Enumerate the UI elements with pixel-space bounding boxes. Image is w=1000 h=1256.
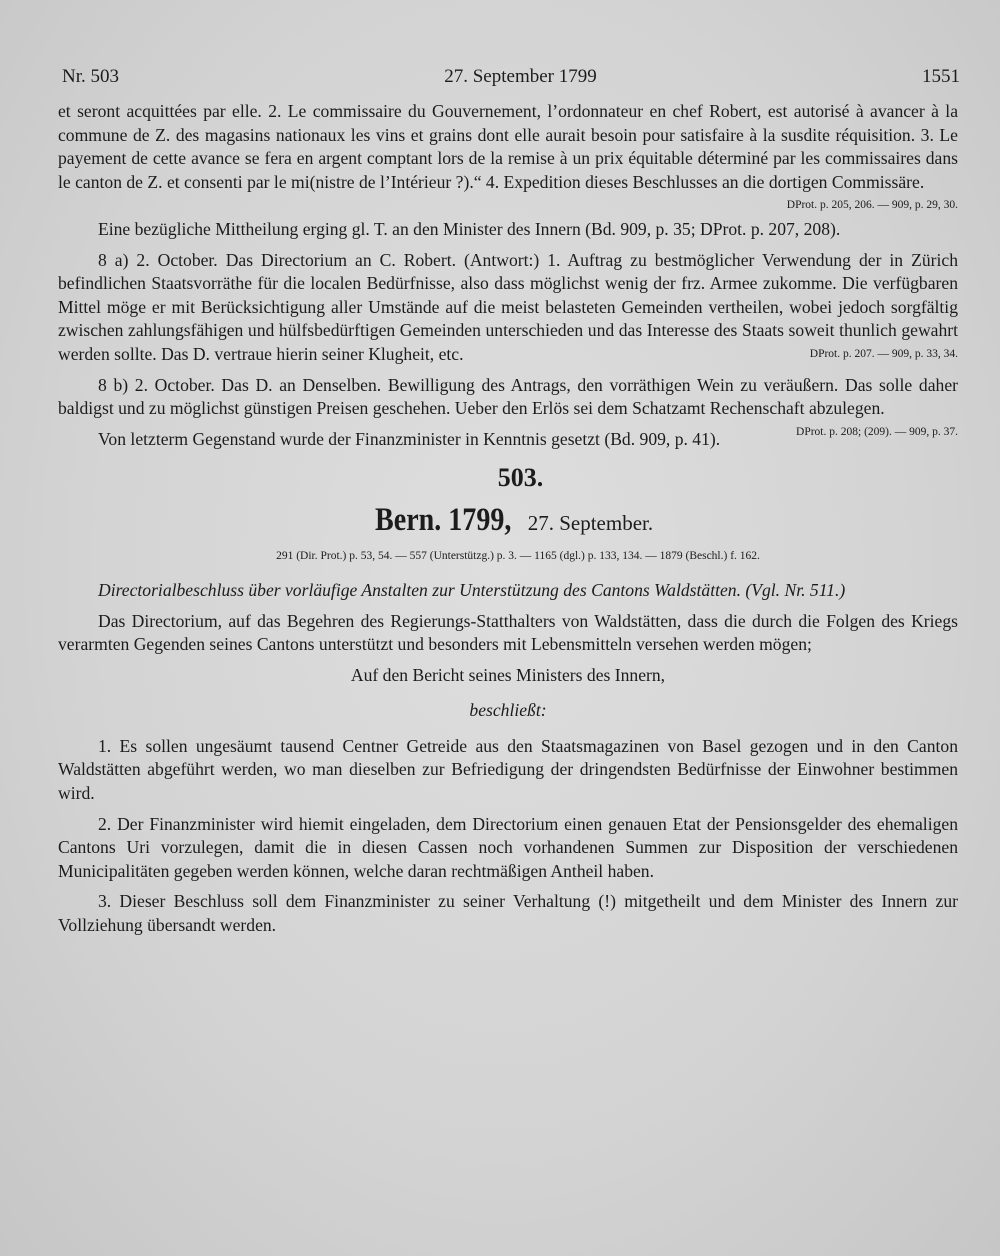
article-3: 3. Dieser Beschluss soll dem Finanzminister zu seiner Verhaltung (!) mitgetheilt und dem Minister des Innern zur Vollziehung übersandt werden. [58,891,958,936]
paragraph: Eine bezügliche Mittheilung erging gl. T. an den Minister des Innern (Bd. 909, p. 35; DProt. p. 207, 208). [98,218,841,239]
reference-note: DProt. p. 208; (209). — 909, p. 37. [796,425,958,438]
reference-note: DProt. p. 207. — 909, p. 33, 34. [809,347,958,360]
place-city: Bern. 1799, [374,502,512,539]
paragraph-continuation: et seront acquittées par elle. 2. Le commissaire du Gouvernement, l’ordonnateur en chef Robert, est autorisé à avancer à la commune de Z. des magasins nationaux les vins et grains dont elle aurait besoin pour satisfaire à la susdite réquisition. 3. Le payement de cette avance se fera en argent comptant lors de la remise à un prix équitable déterminé par les commissaires dans le canton de Z. et consenti par le mi(nistre de l’Intérieur ?).“ 4. Expedition dieses Beschlusses an die dortigen Commissäre. [58,101,958,192]
paragraph-8b [58,374,958,438]
resolution-heading: beschließt: [469,700,547,721]
header-doc-number: Nr. 503 [62,66,119,87]
document-title: Directorialbeschluss über vorläufige Anstalten zur Unterstützung des Cantons Waldstätten. (Vgl. Nr. 511.) [98,579,846,600]
paragraph-text: 8 a) 2. October. Das Directorium an C. Robert. (Antwort:) 1. Auftrag zu bestmöglicher Verwendung der in Zürich befindlichen Staatsvorräthe für die localen Bedürfnisse, also dass möglichst wenig der frz. Armee zukomme. Die verfügbaren Mittel möge er mit Berücksichtigung aller Umstände auf die meist belasteten Gemeinden vertheilen, wobei jedoch sorgfältig zwischen zahlungsfähigen und hülfsbedürftigen Gemeinden unterschieden und das Interesse des Staats soweit thunlich gewahrt werden sollte. Das D. vertraue hierin seiner Klugheit, etc. [58,249,958,364]
document-number: 503. [497,463,544,493]
paragraph: Von letzterm Gegenstand wurde der Finanzminister in Kenntnis gesetzt (Bd. 909, p. 41). [98,428,721,449]
source-references: 291 (Dir. Prot.) p. 53, 54. — 557 (Unterstützg.) p. 3. — 1165 (dgl.) p. 133, 134. — 1879 (Beschl.) f. 162. [276,550,760,563]
paragraph-text: 8 b) 2. October. Das D. an Denselben. Bewilligung des Antrags, den vorräthigen Wein zu veräußern. Das solle daher baldigst und zu möglichst günstigen Preisen geschehen. Ueber den Erlös sei dem Schatzamt Rechenschaft abzulegen. [58,374,958,419]
header-page-number: 1551 [921,66,960,87]
place-date-line [58,503,958,541]
reference-note: DProt. p. 205, 206. — 909, p. 29, 30. [786,199,958,212]
place-date: 27. September. [527,511,654,536]
page-body [58,100,958,938]
page-header [62,66,960,88]
paragraph-8a [58,249,958,367]
article-2: 2. Der Finanzminister wird hiemit eingeladen, dem Directorium einen genauen Etat der Pensionsgelder des ehemaligen Cantons Uri vorzulegen, damit die in diesen Cassen noch vorhandenen Summen zur Disposition der verschiedenen Municipalitäten gegeben werden können, welche daran rechtmäßigen Antheil haben. [58,813,958,881]
paragraph: Das Directorium, auf das Begehren des Regierungs-Statthalters von Waldstätten, dass die durch die Folgen des Kriegs verarmten Gegenden seines Cantons unterstützt und besonders mit Lebensmitteln versehen werden mögen; [58,610,958,655]
paragraph-centered: Auf den Bericht seines Ministers des Innern, [350,664,666,685]
header-date: 27. September 1799 [444,66,597,87]
article-1: 1. Es sollen ungesäumt tausend Centner Getreide aus den Staatsmagazinen von Basel gezogen und in den Canton Waldstätten abgeführt werden, wo man dieselben zur Befriedigung der dringendsten Bedürfnisse der Einwohner bestimmen wird. [58,735,958,804]
